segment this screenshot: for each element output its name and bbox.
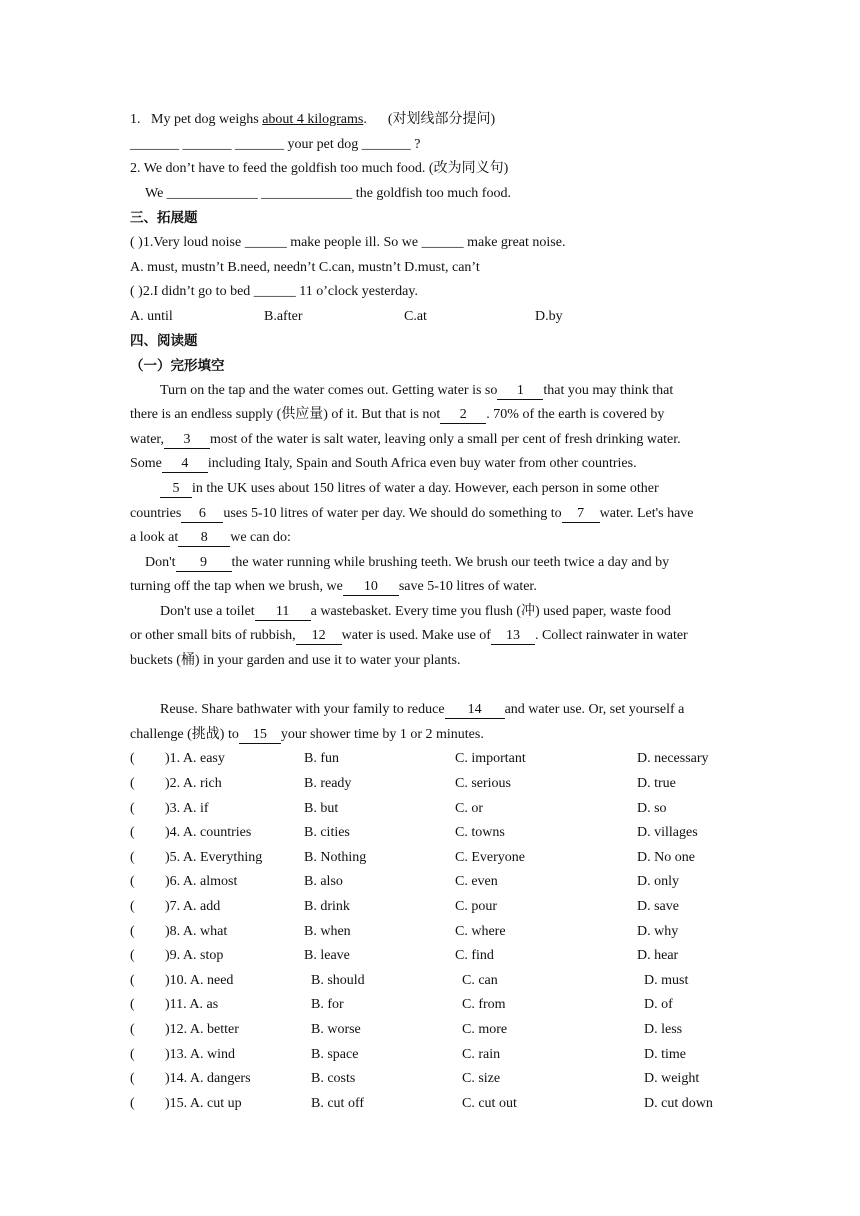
blank-3: 3 (164, 432, 210, 449)
blank-13: 13 (491, 628, 535, 645)
option-d: D. less (644, 1021, 683, 1037)
blank-10: 10 (343, 579, 399, 596)
passage-line: Reuse. Share bathwater with your family to reduce 14 and water use. Or, set yourself a (160, 702, 685, 718)
option-c: C. or (455, 800, 483, 816)
answer-bracket: ( (130, 751, 135, 767)
option-b: B. costs (311, 1071, 356, 1087)
option-b: B.after (264, 308, 303, 324)
option-d: D. necessary (637, 751, 709, 767)
option-row (130, 772, 732, 797)
option-b: B. worse (311, 1021, 361, 1037)
option-c: C. Everyone (455, 849, 525, 865)
option-row (130, 920, 732, 945)
passage-line: turning off the tap when we brush, we 10 save 5-10 litres of water. (130, 579, 537, 595)
option-d: D. cut down (644, 1095, 713, 1111)
answer-bracket: ( (130, 874, 135, 890)
option-a: )8. A. what (165, 923, 228, 939)
answer-bracket: ( (130, 997, 135, 1013)
option-a: )2. A. rich (165, 776, 222, 792)
blank-9: 9 (176, 555, 232, 572)
option-row (130, 944, 732, 969)
option-row (130, 747, 732, 772)
option-a: )7. A. add (165, 899, 221, 914)
passage-line: 5 in the UK uses about 150 litres of water a day. However, each person in some other (130, 477, 732, 502)
passage-line: Some 4 including Italy, Spain and South Africa even buy water from other countries. (130, 456, 637, 472)
option-row (130, 870, 732, 895)
option-b: B. also (304, 874, 343, 890)
option-d: D. weight (644, 1071, 700, 1087)
option-b: B. ready (304, 776, 352, 792)
blank-6: 6 (181, 506, 223, 523)
question-2: 2. We don’t have to feed the goldfish too much food. (改为同义句) (130, 161, 509, 177)
option-b: B. should (311, 972, 365, 988)
option-d: D. only (637, 874, 679, 890)
passage-line: or other small bits of rubbish, 12 water is used. Make use of 13 . Collect rainwater in water (130, 628, 688, 644)
option-row (130, 846, 732, 871)
option-d: D. of (644, 997, 673, 1013)
option-row (130, 1067, 732, 1092)
option-d: D. save (637, 899, 679, 914)
blank-14: 14 (445, 702, 505, 719)
option-a: )13. A. wind (165, 1046, 235, 1062)
option-a: )5. A. Everything (165, 849, 263, 865)
answer-bracket: ( (130, 1021, 135, 1037)
option-c: C. rain (462, 1046, 501, 1062)
option-c: C. from (462, 997, 506, 1013)
option-c: C. where (455, 923, 506, 939)
worksheet-page (130, 108, 732, 1116)
option-b: B. space (311, 1046, 359, 1062)
option-c: C. can (462, 972, 498, 988)
answer-bracket: ( (130, 800, 135, 816)
passage-line: a look at 8 we can do: (130, 530, 291, 546)
blank-1: 1 (497, 383, 543, 400)
question-number: 1. (130, 112, 141, 127)
option-d: D. so (637, 800, 667, 816)
section-heading-reading: 四、阅读题 (130, 333, 198, 350)
blank-2: 2 (440, 407, 486, 424)
passage-line: Turn on the tap and the water comes out. Getting water is so 1 that you may think that (160, 382, 674, 398)
passage-line: water, 3 most of the water is salt water, leaving only a small per cent of fresh drinking water. (130, 431, 681, 447)
option-a: )1. A. easy (165, 751, 225, 767)
option-c: C.at (404, 308, 427, 324)
option-d: D.by (535, 308, 563, 324)
option-d: D. must (644, 972, 689, 988)
option-a: )11. A. as (165, 997, 219, 1013)
option-row (130, 993, 732, 1018)
option-row (130, 969, 732, 994)
extension-question-2-options (130, 305, 732, 330)
blank-5: 5 (160, 481, 192, 498)
option-a: )6. A. almost (165, 874, 238, 890)
option-a: )4. A. countries (165, 825, 252, 841)
answer-bracket: ( (130, 849, 135, 865)
passage-line: buckets (桶) in your garden and use it to water your plants. (130, 653, 461, 669)
option-d: D. true (637, 776, 676, 792)
answer-bracket: ( (130, 1095, 135, 1111)
extension-question-2: ( )2.I didn’t go to bed ______ 11 o’clock yesterday. (130, 284, 418, 300)
option-row (130, 895, 732, 920)
option-c: C. serious (455, 776, 511, 792)
underlined-phrase: about 4 kilograms (262, 112, 364, 127)
answer-bracket: ( (130, 1046, 135, 1062)
answer-line-1: _______ _______ _______ your pet dog _______ ? (130, 136, 421, 152)
option-row (130, 1043, 732, 1068)
answer-bracket: ( (130, 1071, 135, 1087)
passage-line: Don't 9 the water running while brushing teeth. We brush our teeth twice a day and by (145, 554, 670, 570)
option-b: B. fun (304, 751, 339, 767)
option-b: B. leave (304, 948, 350, 964)
option-a: )9. A. stop (165, 948, 224, 964)
option-row (130, 797, 732, 822)
option-c: C. important (455, 751, 526, 767)
option-row (130, 1018, 732, 1043)
option-b: B. when (304, 923, 351, 939)
extension-question-1-options: A. must, mustn’t B.need, needn’t C.can, mustn’t D.must, can’t (130, 259, 480, 275)
answer-bracket: ( (130, 972, 135, 988)
option-a: )12. A. better (165, 1021, 239, 1037)
option-a: A. until (130, 308, 173, 324)
option-row (130, 821, 732, 846)
blank-11: 11 (255, 604, 311, 621)
answer-bracket: ( (130, 776, 135, 792)
option-d: D. villages (637, 825, 698, 841)
option-a: )15. A. cut up (165, 1095, 242, 1111)
subsection-heading-cloze: （一）完形填空 (130, 357, 225, 374)
blank-12: 12 (296, 628, 342, 645)
option-a: )3. A. if (165, 800, 209, 816)
answer-line-2: We _____________ _____________ the goldfish too much food. (145, 185, 511, 201)
blank-4: 4 (162, 456, 208, 473)
answer-bracket: ( (130, 899, 135, 914)
extension-question-1: ( )1.Very loud noise ______ make people ill. So we ______ make great noise. (130, 234, 566, 250)
option-b: B. but (304, 800, 339, 816)
blank-7: 7 (562, 506, 600, 523)
question-text: My pet dog weighs (151, 112, 263, 127)
passage-line: Don't use a toilet 11 a wastebasket. Every time you flush (冲) used paper, waste food (160, 603, 671, 619)
option-c: C. size (462, 1071, 501, 1087)
passage-line: there is an endless supply (供应量) of it. But that is not 2 . 70% of the earth is covered by (130, 407, 665, 423)
answer-bracket: ( (130, 948, 135, 964)
answer-bracket: ( (130, 825, 135, 841)
option-c: C. find (455, 948, 494, 964)
option-d: D. hear (637, 948, 679, 964)
option-b: B. Nothing (304, 849, 367, 865)
option-c: C. cut out (462, 1095, 517, 1111)
option-d: D. why (637, 923, 679, 939)
option-b: B. cut off (311, 1095, 365, 1111)
option-a: )14. A. dangers (165, 1071, 251, 1087)
option-c: C. pour (455, 899, 497, 914)
option-c: C. towns (455, 825, 505, 841)
option-d: D. time (644, 1046, 686, 1062)
option-b: B. drink (304, 899, 350, 914)
question-1: 1. My pet dog weighs about 4 kilograms. (对划线部分提问) (130, 112, 496, 127)
passage-line: challenge (挑战) to 15your shower time by 1 or 2 minutes. (130, 726, 484, 742)
blank-8: 8 (178, 530, 230, 547)
option-row (130, 1092, 732, 1117)
section-heading-extension: 三、拓展题 (130, 210, 198, 227)
instruction-note: (对划线部分提问) (387, 112, 496, 127)
option-c: C. even (455, 874, 498, 890)
option-c: C. more (462, 1021, 508, 1037)
passage-line: countries 6 uses 5-10 litres of water per day. We should do something to 7 water. Let's have (130, 505, 694, 521)
option-d: D. No one (637, 849, 695, 865)
option-a: )10. A. need (165, 972, 234, 988)
blank-15: 15 (239, 727, 281, 744)
option-b: B. cities (304, 825, 350, 841)
answer-bracket: ( (130, 923, 135, 939)
option-b: B. for (311, 997, 344, 1013)
cloze-options-list (130, 747, 732, 1116)
